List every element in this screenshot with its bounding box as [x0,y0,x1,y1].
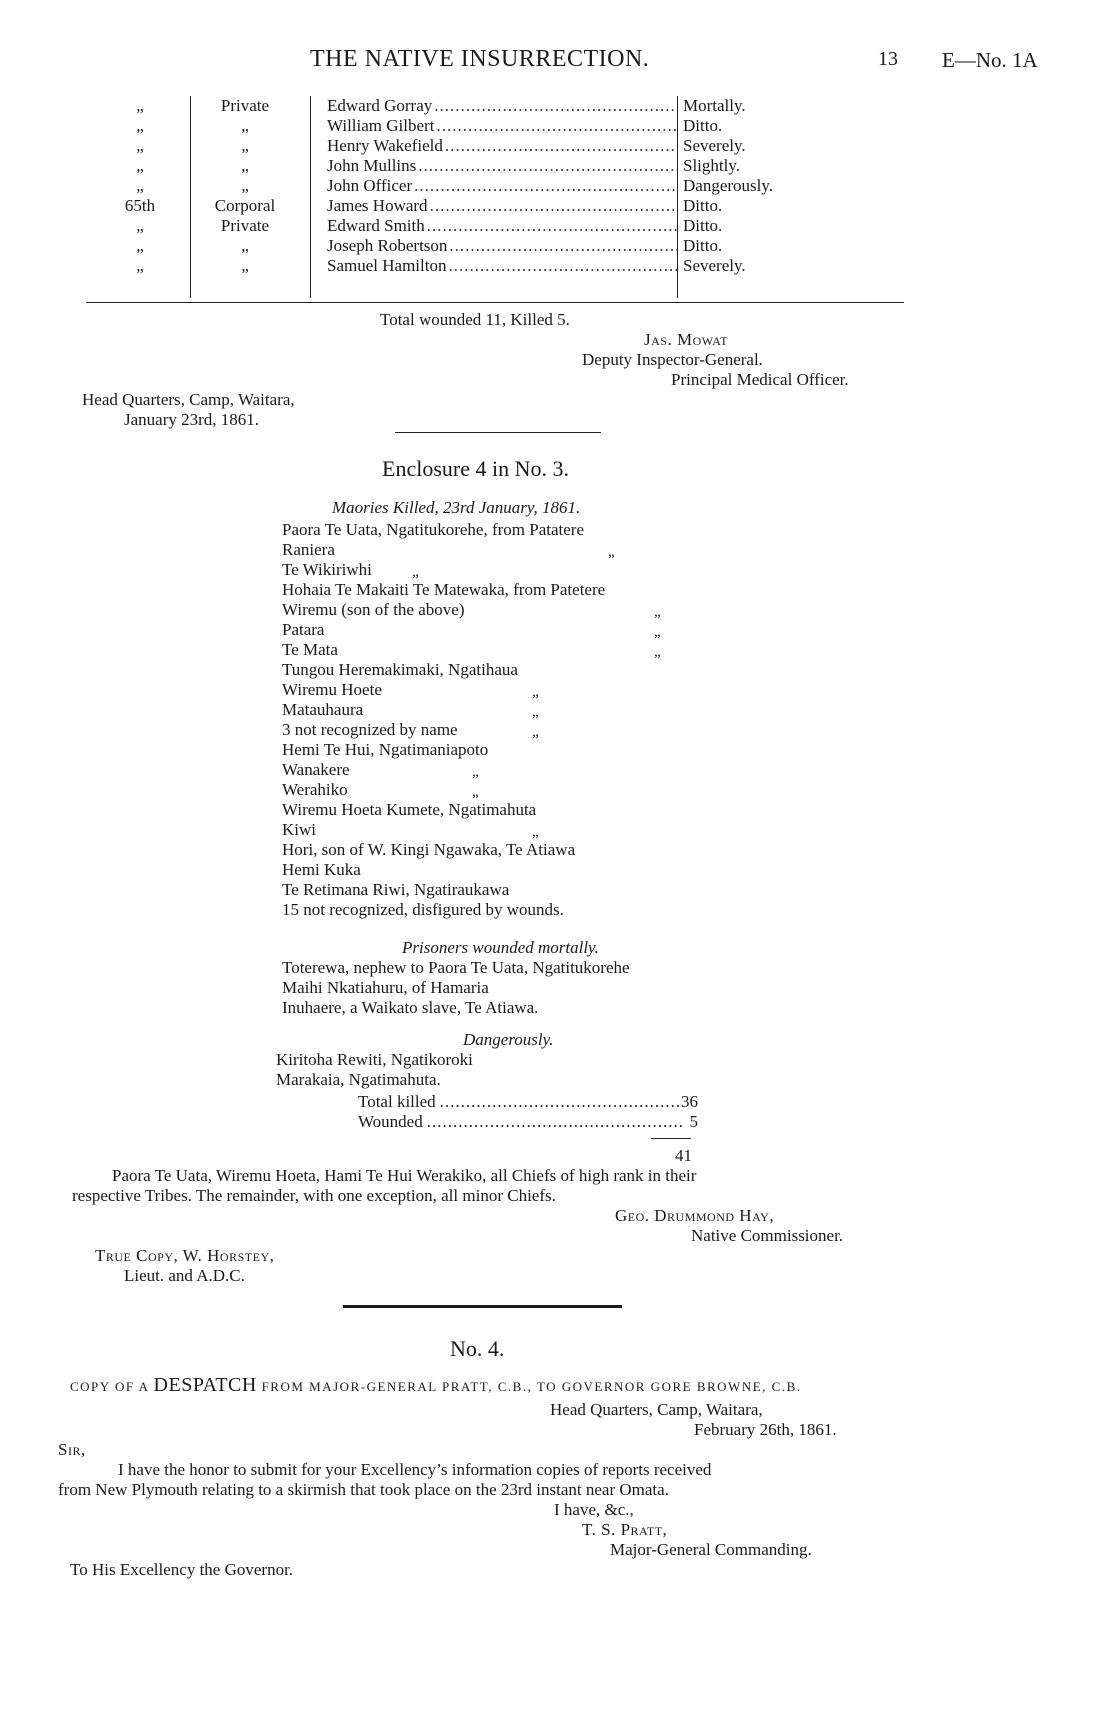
leader-dots [423,1112,683,1132]
ditto-mark: „ [472,764,479,780]
dangerously-heading: Dangerously. [463,1030,554,1049]
casualty-name-cell [327,256,677,276]
place-line: Head Quarters, Camp, Waitara, [82,390,295,409]
ditto-mark: „ [654,644,661,660]
casualty-regiment: „ [136,136,144,155]
killed-entry: 3 not recognized by name [282,720,458,739]
killed-entry: Raniera [282,540,335,559]
document-reference: E—No. 1A [942,48,1038,72]
signature-name: Jas. Mowat [644,330,728,349]
casualty-status: Dangerously. [683,176,774,195]
casualty-name-cell [327,176,677,196]
killed-entry: Te Wikiriwhi [282,560,372,579]
section-divider [395,432,601,433]
date-line: January 23rd, 1861. [124,410,260,429]
killed-entry: Wiremu Hoeta Kumete, Ngatimahuta [282,800,537,819]
leader-dots [446,256,677,276]
ditto-mark: „ [532,724,539,740]
total-label: Wounded [358,1112,423,1131]
signer-name: Geo. Drummond Hay, [615,1206,775,1225]
casualty-name: William Gilbert [327,116,435,135]
ditto-mark: „ [532,684,539,700]
body-line: from New Plymouth relating to a skirmish that took place on the 23rd instant near Omata. [58,1480,669,1499]
casualty-row [90,196,900,216]
ditto-mark: „ [532,824,539,840]
killed-entry: Matauhaura [282,700,364,719]
casualty-row [90,116,900,136]
casualty-name: James Howard [327,196,428,215]
casualty-row [90,256,900,276]
total-value: 5 [689,1112,698,1131]
dangerously-entry: Marakaia, Ngatimahuta. [276,1070,441,1089]
signer-title: Native Commissioner. [691,1226,844,1245]
casualty-regiment: „ [136,116,144,135]
killed-entry: Te Mata [282,640,338,659]
casualty-name-cell [327,156,677,176]
casualty-regiment: „ [136,256,144,275]
casualty-name-cell [327,136,677,156]
signature-title: Deputy Inspector-General. [582,350,763,369]
ditto-mark: „ [654,624,661,640]
casualty-status: Slightly. [683,156,740,175]
casualty-table [90,96,900,302]
ditto-mark: „ [608,544,615,560]
killed-entry: Hemi Kuka [282,860,361,879]
despatch-place: Head Quarters, Camp, Waitara, [550,1400,763,1419]
leader-dots [443,136,677,156]
casualty-rank: Private [220,216,270,235]
casualty-rank: „ [241,136,249,155]
killed-entry: Wanakere [282,760,350,779]
prisoner-entry: Inuhaere, a Waikato slave, Te Atiawa. [282,998,539,1017]
leader-dots [432,96,677,116]
casualty-rank: „ [241,176,249,195]
casualty-status: Severely. [683,256,746,275]
casualty-name-cell [327,196,677,216]
killed-entry: Kiwi [282,820,316,839]
casualty-name: Henry Wakefield [327,136,443,155]
casualty-regiment: „ [136,176,144,195]
casualty-row [90,96,900,116]
ditto-mark: „ [472,784,479,800]
casualty-name: Edward Smith [327,216,425,235]
dangerously-entry: Kiritoha Rewiti, Ngatikoroki [276,1050,473,1069]
killed-entry: Werahiko [282,780,348,799]
leader-dots [425,216,677,236]
prisoners-heading: Prisoners wounded mortally. [402,938,599,957]
casualty-rank: „ [241,256,249,275]
casualty-status: Ditto. [683,236,723,255]
despatch-caption [70,1374,802,1397]
addressee: To His Excellency the Governor. [70,1560,294,1579]
killed-entry: Patara [282,620,325,639]
casualty-regiment: „ [136,156,144,175]
killed-entry: Wiremu (son of the above) [282,600,465,619]
ditto-mark: „ [532,704,539,720]
leader-dots [416,156,677,176]
despatch-number: No. 4. [450,1336,505,1361]
killed-entry: Hohaia Te Makaiti Te Matewaka, from Patetere [282,580,606,599]
leader-dots [434,116,677,136]
casualty-status: Ditto. [683,196,723,215]
despatch-signer-title: Major-General Commanding. [610,1540,812,1559]
casualty-row [90,176,900,196]
closing-line: I have, &c., [554,1500,634,1519]
casualty-name: Samuel Hamilton [327,256,447,275]
total-value: 36 [681,1092,698,1111]
total-label: Total killed [358,1092,436,1111]
prisoner-entry: Toterewa, nephew to Paora Te Uata, Ngatitukorehe [282,958,630,977]
casualty-regiment: 65th [124,196,156,215]
casualty-name-cell [327,96,677,116]
total-row [358,1092,698,1112]
true-copy-line: True Copy, W. Horstey, [95,1246,275,1265]
casualty-row [90,236,900,256]
killed-entry: Paora Te Uata, Ngatitukorehe, from Patatere [282,520,585,539]
total-row [358,1112,698,1132]
casualty-name-cell [327,216,677,236]
casualty-status: Mortally. [683,96,746,115]
prisoner-entry: Maihi Nkatiahuru, of Hamaria [282,978,489,997]
page-number: 13 [878,48,898,70]
casualty-regiment: „ [136,96,144,115]
killed-entry: Te Retimana Riwi, Ngatiraukawa [282,880,510,899]
leader-dots [436,1092,681,1112]
casualty-rank: „ [241,236,249,255]
remark-line: respective Tribes. The remainder, with one exception, all minor Chiefs. [72,1186,556,1205]
caption-despatch: DESPATCH [153,1374,257,1396]
table-bottom-rule [86,302,904,303]
caption-prefix: COPY OF A [70,1379,149,1394]
casualty-regiment: „ [136,216,144,235]
grand-total: 41 [675,1146,692,1165]
casualty-rank: Private [220,96,270,115]
true-copy-line: Lieut. and A.D.C. [124,1266,245,1285]
enclosure-heading: Enclosure 4 in No. 3. [382,456,569,481]
despatch-date: February 26th, 1861. [694,1420,837,1439]
killed-entry: 15 not recognized, disfigured by wounds. [282,900,564,919]
casualty-name: Joseph Robertson [327,236,448,255]
caption-suffix: FROM MAJOR-GENERAL PRATT, C.B., TO GOVERNOR GORE BROWNE, C.B. [261,1379,802,1394]
casualty-regiment: „ [136,236,144,255]
remark-line: Paora Te Uata, Wiremu Hoeta, Hami Te Hui Werakiko, all Chiefs of high rank in their [112,1166,697,1185]
page-header-title: THE NATIVE INSURRECTION. [310,46,650,72]
ditto-mark: „ [412,564,419,580]
section-divider [343,1305,622,1308]
leader-dots [412,176,677,196]
casualty-name-cell [327,116,677,136]
killed-entry: Tungou Heremakimaki, Ngatihaua [282,660,518,679]
casualty-row [90,156,900,176]
leader-dots [428,196,677,216]
killed-heading: Maories Killed, 23rd January, 1861. [332,498,581,517]
casualty-status: Ditto. [683,216,723,235]
casualty-name: John Mullins [327,156,417,175]
despatch-signer-name: T. S. Pratt, [582,1520,668,1539]
ditto-mark: „ [654,604,661,620]
totals-line: Total wounded 11, Killed 5. [380,310,570,329]
casualty-rank: Corporal [214,196,276,215]
salutation: Sir, [58,1440,86,1459]
body-line: I have the honor to submit for your Excellency’s information copies of reports received [118,1460,712,1479]
killed-entry: Hemi Te Hui, Ngatimaniapoto [282,740,489,759]
leader-dots [447,236,677,256]
casualty-row [90,216,900,236]
casualty-status: Severely. [683,136,746,155]
casualty-name-cell [327,236,677,256]
casualty-name: John Officer [327,176,413,195]
casualty-row [90,136,900,156]
signature-title: Principal Medical Officer. [671,370,849,389]
casualty-rank: „ [241,116,249,135]
sum-rule [651,1138,691,1139]
casualty-status: Ditto. [683,116,723,135]
killed-entry: Hori, son of W. Kingi Ngawaka, Te Atiawa [282,840,576,859]
casualty-name: Edward Gorray [327,96,433,115]
casualty-rank: „ [241,156,249,175]
killed-entry: Wiremu Hoete [282,680,382,699]
